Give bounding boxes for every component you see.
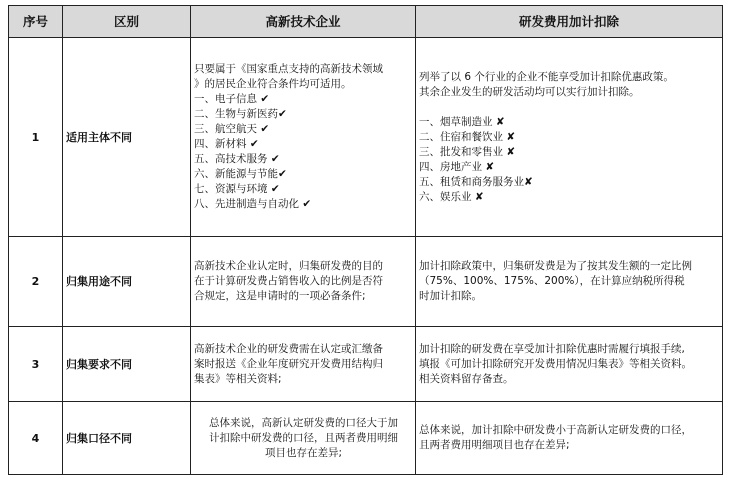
header-rd-deduction: 研发费用加计扣除 (416, 6, 723, 38)
list-item (419, 145, 720, 160)
cell-text-line: 》的居民企业符合条件均可适用。 (194, 78, 352, 90)
cell-text-line: 加计扣除的研发费在享受加计扣除优惠时需履行填报手续, (419, 342, 685, 355)
list-item-text: 一、烟草制造业 (419, 115, 496, 128)
list-item (194, 92, 413, 107)
list-item (194, 167, 413, 182)
checkmark-icon: ✔ (278, 168, 287, 180)
list-item-text: 二、住宿和餐饮业 (419, 130, 507, 143)
row-category: 适用主体不同 (63, 38, 191, 237)
list-item (194, 137, 413, 152)
list-item (194, 122, 413, 137)
row-number: 1 (9, 38, 63, 237)
spacer (419, 100, 720, 115)
list-item-text: 六、娱乐业 (419, 190, 475, 203)
list-item-text: 四、新材料 (194, 138, 250, 150)
cross-icon: ✘ (485, 160, 495, 173)
cross-icon: ✘ (524, 175, 533, 188)
list-item (419, 175, 720, 190)
rd-deduction-cell (416, 402, 723, 475)
cell-text-line: 项目也存在差异; (264, 446, 343, 459)
cell-text-line: 高新技术企业的研发费需在认定或汇缴备 (194, 342, 383, 355)
row-number: 2 (9, 237, 63, 327)
table-row (9, 38, 723, 237)
checkmark-icon: ✔ (278, 108, 287, 120)
checkmark-icon: ✔ (260, 123, 270, 135)
list-item-text: 一、电子信息 (194, 93, 261, 105)
checkmark-icon: ✔ (270, 183, 280, 195)
list-item-text: 八、先进制造与自动化 (194, 198, 303, 210)
hightech-cell (191, 38, 416, 237)
cell-text-line: 总体来说，加计扣除中研发费小于高新认定研发费的口径， (419, 424, 692, 436)
list-item-text: 三、批发和零售业 (419, 145, 507, 158)
cell-text-line: 填报《可加计扣除研究开发费用情况归集表》等相关资料。 (419, 357, 692, 370)
header-row (9, 6, 723, 38)
list-item-text: 二、生物与新医药 (194, 108, 278, 120)
cell-text-line: 计扣除中研发费的口径，且两者费用明细 (209, 431, 398, 444)
list-item-text: 四、房地产业 (419, 160, 486, 173)
row-number: 3 (9, 327, 63, 402)
checkmark-icon: ✔ (260, 93, 270, 105)
list-item (419, 115, 720, 130)
rd-deduction-cell (416, 237, 723, 327)
hightech-cell (191, 402, 416, 475)
cell-text-line: 集表》等相关资料; (194, 372, 282, 385)
cell-text-line: 案时报送《企业年度研究开发费用结构归 (194, 357, 383, 370)
cross-icon: ✘ (495, 115, 505, 128)
cell-text-line: 加计扣除政策中，归集研发费是为了按其发生额的一定比例 (419, 260, 692, 272)
list-item (419, 190, 720, 205)
header-category: 区别 (63, 6, 191, 38)
cell-text-line: 合规定，这是申请时的一项必备条件; (194, 290, 366, 302)
cell-text-line: 列举了以 6 个行业的企业不能享受加计扣除优惠政策。 (419, 70, 674, 83)
list-item (194, 197, 413, 212)
list-item (194, 182, 413, 197)
row-category: 归集用途不同 (63, 237, 191, 327)
cell-text-line: 高新技术企业认定时，归集研发费的目的 (194, 260, 383, 272)
table-row (9, 327, 723, 402)
comparison-table (8, 5, 723, 475)
cross-icon: ✘ (506, 145, 516, 158)
checkmark-icon: ✔ (270, 153, 280, 165)
header-no: 序号 (9, 6, 63, 38)
row-category: 归集要求不同 (63, 327, 191, 402)
header-hightech: 高新技术企业 (191, 6, 416, 38)
cell-text-line: 只要属于《国家重点支持的高新技术领域 (194, 63, 383, 75)
cell-text-line: 相关资料留存备查。 (419, 372, 514, 385)
checkmark-icon: ✔ (249, 138, 259, 150)
cell-text-line: 总体来说，高新认定研发费的口径大于加 (209, 416, 398, 429)
list-item (194, 152, 413, 167)
list-item-text: 七、资源与环境 (194, 183, 271, 195)
hightech-cell (191, 327, 416, 402)
cross-icon: ✘ (474, 190, 484, 203)
rd-deduction-cell (416, 327, 723, 402)
cell-text-line: （75%、100%、175%、200%），在计算应纳税所得税 (419, 275, 685, 287)
table-row (9, 237, 723, 327)
hightech-cell (191, 237, 416, 327)
list-item (419, 160, 720, 175)
list-item-text: 三、航空航天 (194, 123, 261, 135)
cell-text-line: 且两者费用明细项目也存在差异; (419, 439, 570, 451)
cell-text-line: 在于计算研发费占销售收入的比例是否符 (194, 275, 383, 287)
row-category: 归集口径不同 (63, 402, 191, 475)
checkmark-icon: ✔ (302, 198, 312, 210)
list-item-text: 五、高技术服务 (194, 153, 271, 165)
list-item-text: 六、新能源与节能 (194, 168, 278, 180)
list-item-text: 五、租赁和商务服务业 (419, 175, 524, 188)
list-item (419, 130, 720, 145)
rd-deduction-cell (416, 38, 723, 237)
cross-icon: ✘ (506, 130, 516, 143)
cell-text-line: 时加计扣除。 (419, 290, 482, 302)
row-number: 4 (9, 402, 63, 475)
cell-text-line: 其余企业发生的研发活动均可以实行加计扣除。 (419, 85, 640, 98)
list-item (194, 107, 413, 122)
table-row (9, 402, 723, 475)
